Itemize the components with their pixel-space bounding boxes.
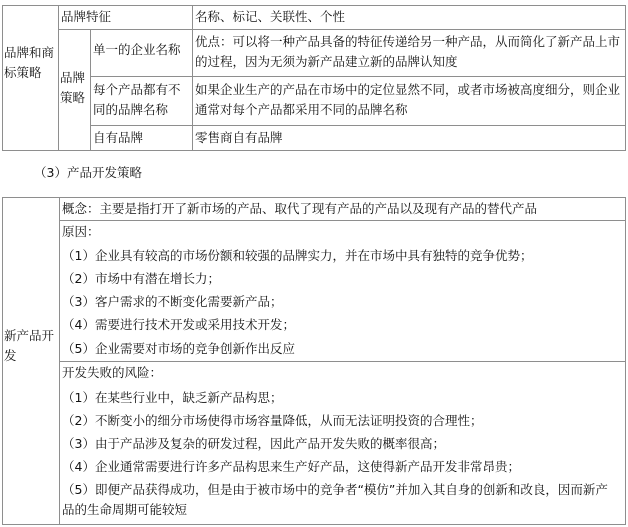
risk-item-1: （1）在某些行业中，缺乏新产品构思； bbox=[62, 390, 283, 405]
reason-item-1: （1）企业具有较高的市场份额和较强的品牌实力，并在市场中具有独特的竞争优势； bbox=[62, 248, 533, 263]
risk-item-5: （5）即便产品获得成功，但是由于被市场中的竞争者“模仿”并加入其自身的创新和改良，因而新产品的生命周期可能较短 bbox=[62, 482, 608, 517]
brand-feature-label: 品牌特征 bbox=[61, 9, 112, 24]
reasons-title: 原因： bbox=[62, 224, 100, 239]
diff-name-content: 如果企业生产的产品在市场中的定位显然不同，或者市场被高度细分，则企业通常对每个产品都采用不同的品牌名称 bbox=[195, 82, 621, 117]
sub-header: 品牌策略 bbox=[60, 70, 86, 105]
reason-item-5: （5）企业需要对市场的竞争创新作出反应 bbox=[62, 341, 295, 356]
single-name-label: 单一的企业名称 bbox=[93, 42, 181, 57]
section-heading: （3）产品开发策略 bbox=[34, 165, 142, 180]
single-name-content: 优点：可以将一种产品具备的特征传递给另一种产品，从而简化了新产品上市的过程，因为无须为新产品建立新的品牌认知度 bbox=[195, 34, 621, 69]
reason-item-4: （4）需要进行技术开发或采用技术开发； bbox=[62, 317, 295, 332]
risk-item-2: （2）不断变小的细分市场使得市场容量降低，从而无法证明投资的合理性； bbox=[62, 413, 483, 428]
diff-name-label: 每个产品都有不同的品牌名称 bbox=[93, 82, 181, 117]
risk-item-3: （3）由于产品涉及复杂的研发过程，因此产品开发失败的概率很高； bbox=[62, 436, 445, 451]
own-brand-label: 自有品牌 bbox=[93, 130, 144, 145]
own-brand-content: 零售商自有品牌 bbox=[195, 130, 283, 145]
reason-item-2: （2）市场中有潜在增长力； bbox=[62, 271, 220, 286]
brand-feature-content: 名称、标记、关联性、个性 bbox=[195, 9, 346, 24]
concept-text: 概念：主要是指打开了新市场的产品、取代了现有产品的产品以及现有产品的替代产品 bbox=[62, 201, 538, 216]
risks-title: 开发失败的风险： bbox=[62, 365, 163, 380]
row-header: 品牌和商标策略 bbox=[4, 45, 55, 80]
row-header-2: 新产品开发 bbox=[4, 328, 55, 363]
reason-item-3: （3）客户需求的不断变化需要新产品； bbox=[62, 294, 283, 309]
risk-item-4: （4）企业通常需要进行许多产品构思来生产好产品，这使得新产品开发非常昂贵； bbox=[62, 459, 520, 474]
